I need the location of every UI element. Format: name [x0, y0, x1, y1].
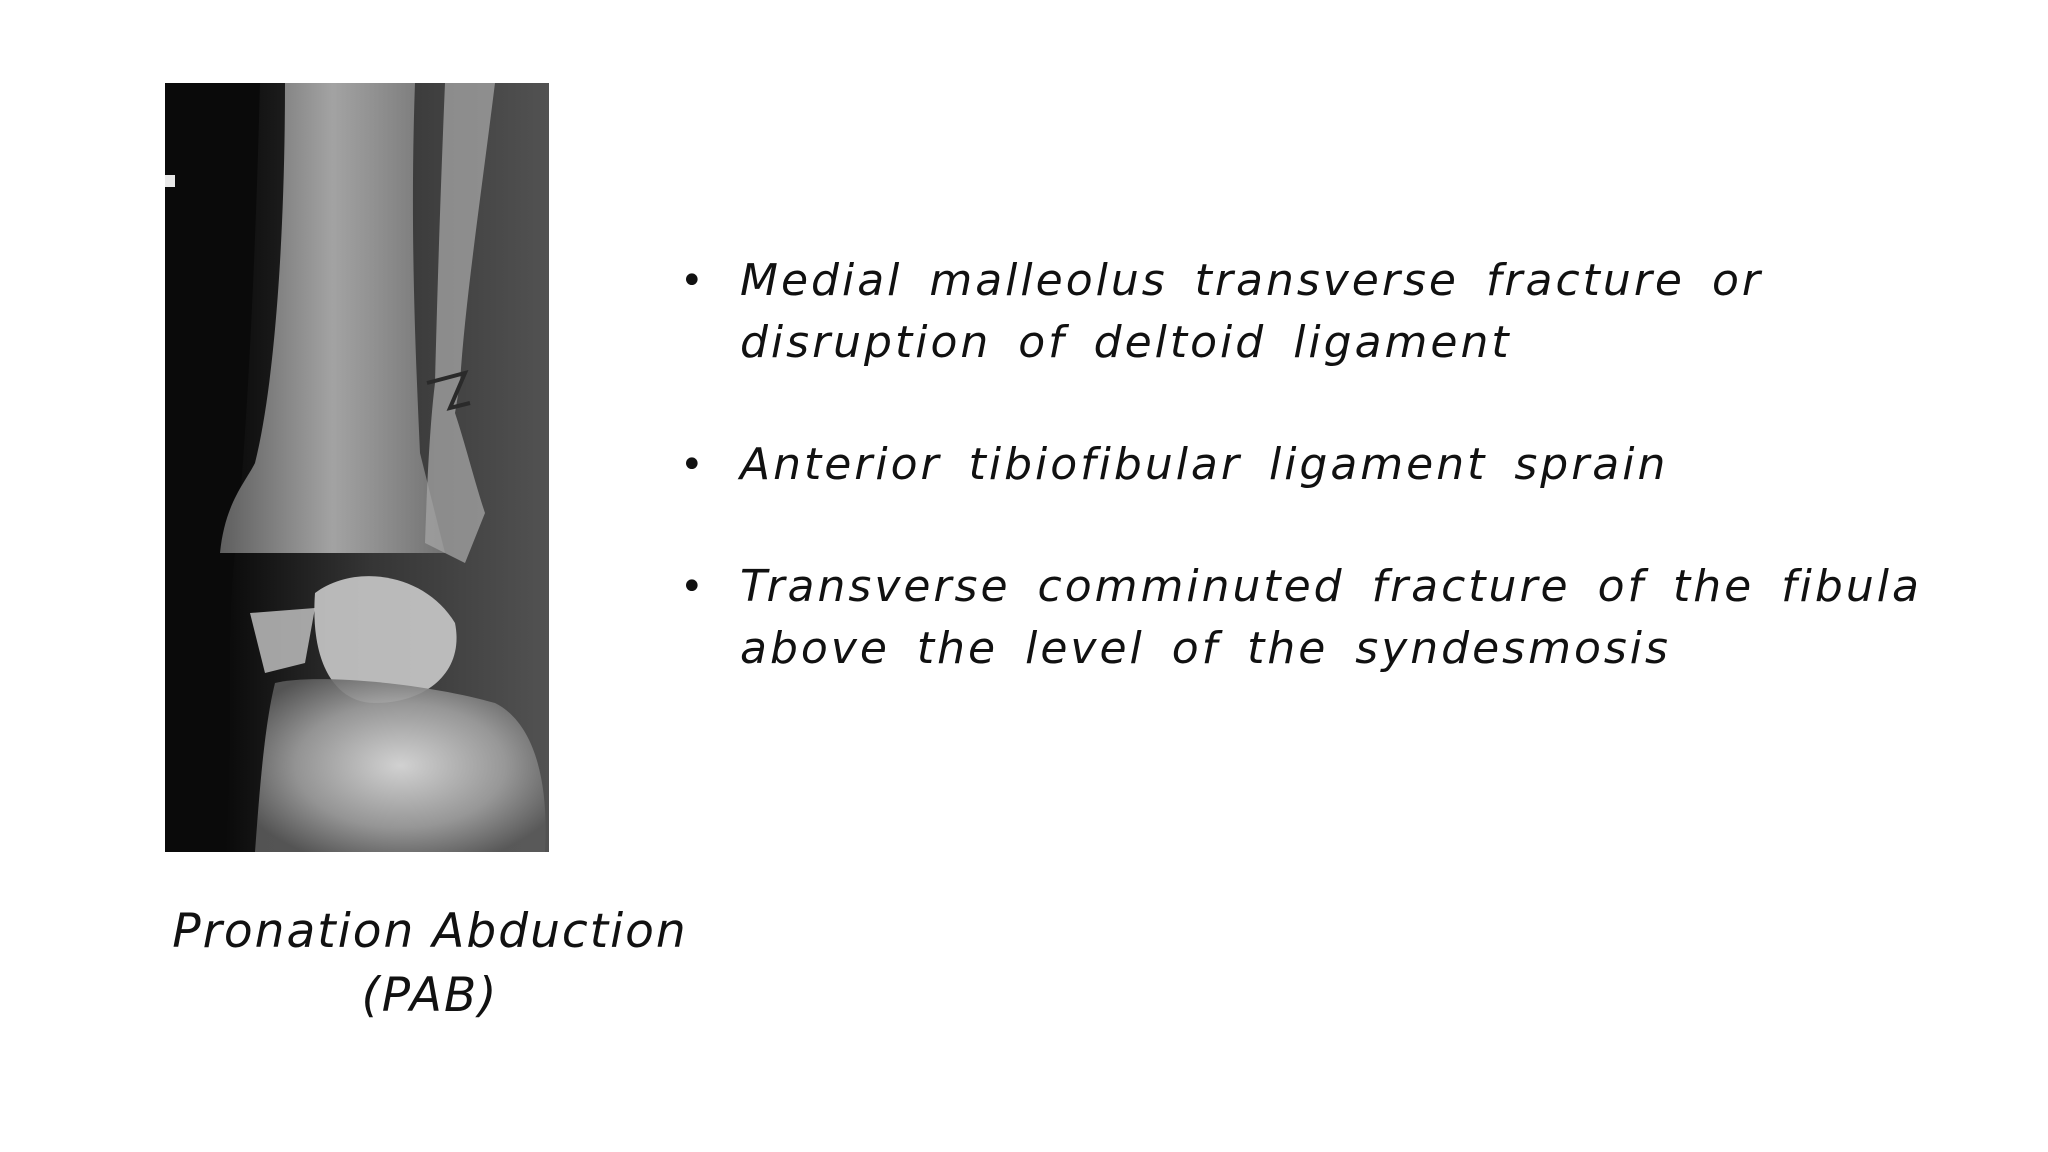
ankle-xray-image [165, 83, 549, 852]
image-caption [150, 900, 710, 1028]
bullet-item [670, 250, 1970, 374]
bullet-list [670, 250, 1970, 740]
bullet-text: Transverse comminuted fracture of the fibula above the level of the syndesmosis [740, 561, 1922, 674]
bullet-item [670, 434, 1970, 496]
bullet-item [670, 556, 1970, 680]
bullet-text: Anterior tibiofibular ligament sprain [740, 439, 1669, 490]
bullet-icon: • [680, 442, 707, 488]
caption-line-1: Pronation Abduction [172, 904, 688, 959]
caption-line-2: (PAB) [361, 968, 499, 1023]
bullet-icon: • [680, 564, 707, 610]
bullet-icon: • [680, 258, 707, 304]
bullet-text: Medial malleolus transverse fracture or disruption of deltoid ligament [740, 255, 1763, 368]
